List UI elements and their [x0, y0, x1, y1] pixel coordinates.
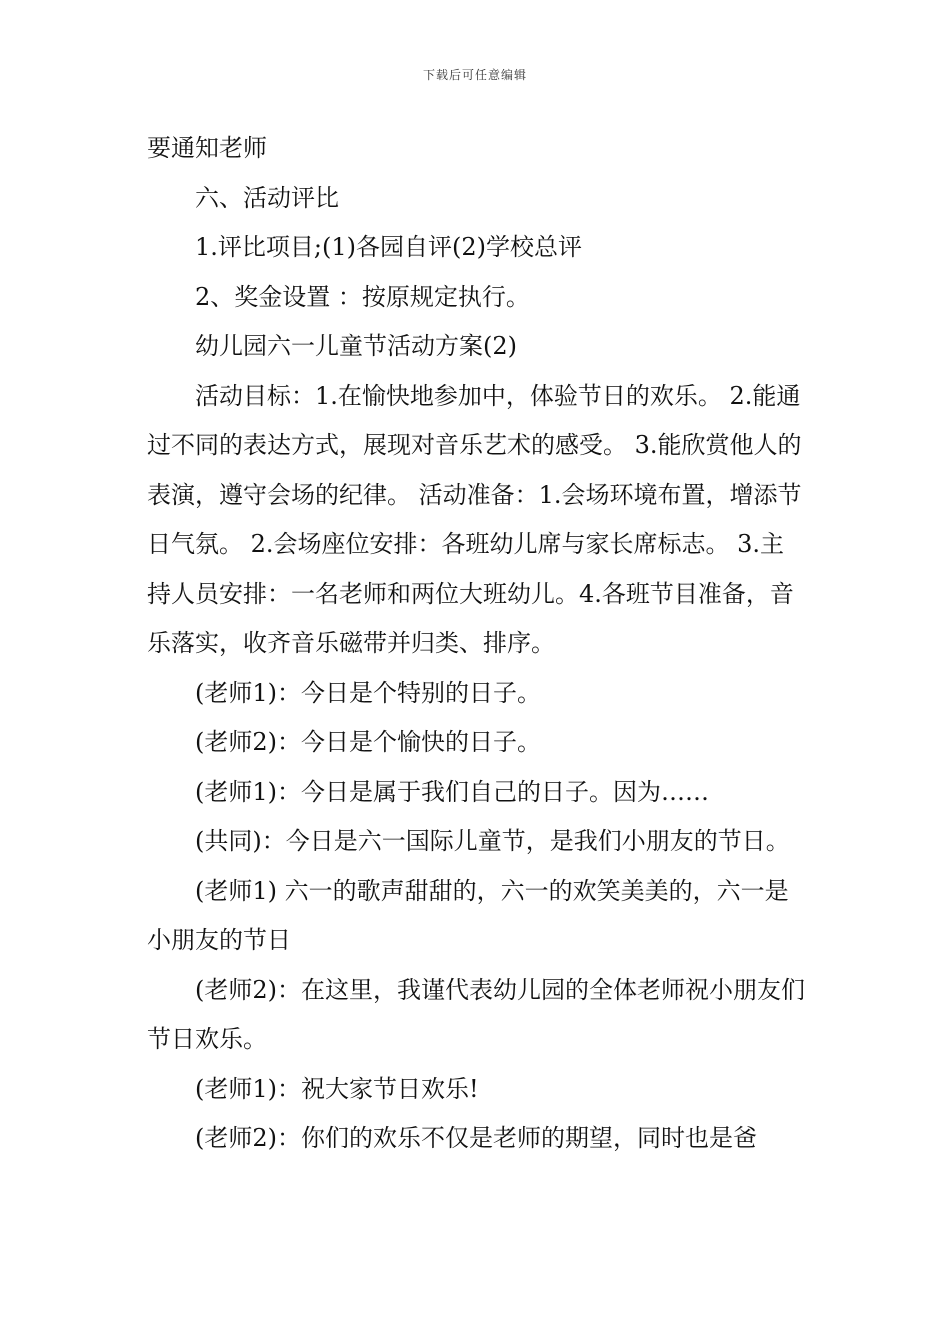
paragraph: 2、奖金设置 ：按原规定执行。: [195, 282, 530, 311]
page-header: 下载后可任意编辑: [422, 68, 527, 82]
dialogue-line: (老师1)：今日是属于我们自己的日子。因为……: [195, 777, 709, 806]
dialogue-line: (老师2)：你们的欢乐不仅是老师的期望，同时也是爸: [195, 1124, 757, 1152]
paragraph: 1.评比项目;(1)各园自评(2)学校总评: [195, 233, 582, 261]
paragraph: 要通知老师: [147, 134, 267, 162]
dialogue-line: (老师2)：今日是个愉快的日子。: [195, 728, 541, 756]
dialogue-line: (老师1)：祝大家节日欢乐!: [195, 1074, 479, 1103]
dialogue-line: (共同)：今日是六一国际儿童节，是我们小朋友的节日。: [195, 827, 790, 855]
dialogue-line: (老师1)：今日是个特别的日子。: [195, 678, 541, 707]
document-body: [147, 124, 807, 1164]
document-subtitle: 幼儿园六一儿童节活动方案(2): [195, 332, 517, 360]
dialogue-line: (老师2)：在这里，我谨代表幼儿园的全体老师祝小朋友们节日欢乐。: [147, 975, 805, 1053]
dialogue-line: (老师1) 六一的歌声甜甜的，六一的欢笑美美的，六一是小朋友的节日: [147, 876, 789, 954]
section-heading: 六、活动评比: [195, 183, 339, 212]
paragraph: 活动目标：1.在愉快地参加中，体验节日的欢乐。 2.能通过不同的表达方式，展现对音乐艺术的感受。 3.能欣赏他人的表演，遵守会场的纪律。 活动准备：1.会场环境布置，增添节日气氛。 2.会场座位安排：各班幼儿席与家长席标志。 3.主持人员安排：一名老师和两位大班幼儿。4.各班节目准备，音乐落实，收齐音乐磁带并归类、排序。: [147, 381, 802, 657]
